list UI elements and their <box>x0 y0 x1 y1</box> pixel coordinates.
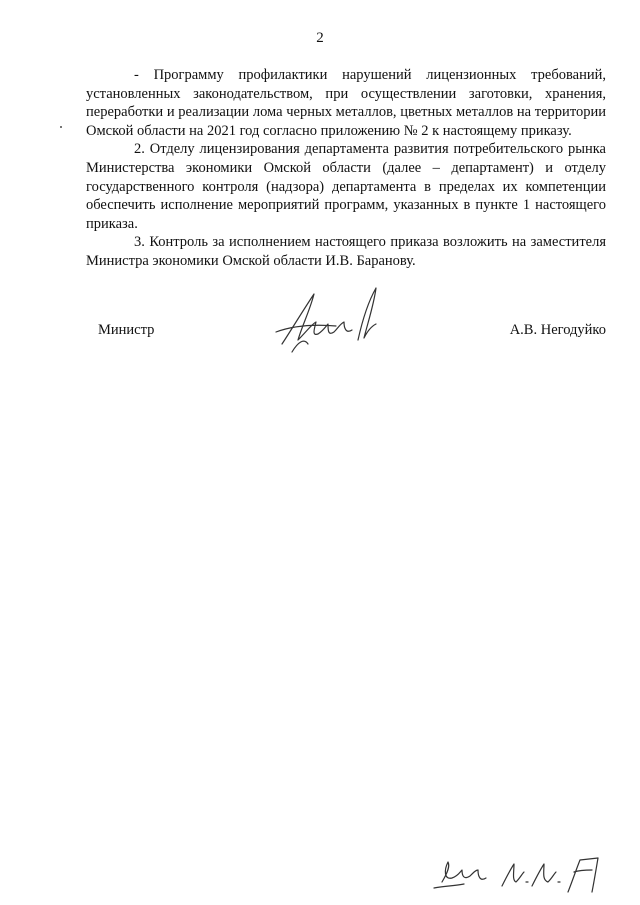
paragraph-program-item: - Программу профилактики нарушений лицензионных требований, установленных законодательством, при осуществлении заготовки, хранения, переработки и реализации лома черных металлов, цветных металлов на территории Омской области на 2021 год согласно приложению № 2 к настоящему приказу. <box>86 67 606 139</box>
paragraph-item-2: 2. Отделу лицензирования департамента развития потребительского рынка Министерства экономики Омской области (далее – департамент) и отделу государственного контроля (надзора) департамента в пределах их компетенции обеспечить исполнение мероприятий программ, указанных в пункте 1 настоящего приказа. <box>86 141 606 232</box>
handwritten-signature <box>272 282 392 362</box>
signatory-title: Министр <box>98 322 155 338</box>
document-body <box>86 66 606 271</box>
scan-speck <box>60 126 62 128</box>
paragraph-item-3: 3. Контроль за исполнением настоящего приказа возложить на заместителя Министра экономики Омской области И.В. Баранову. <box>86 234 606 269</box>
handwritten-initials <box>430 852 605 898</box>
signatory-name: А.В. Негодуйко <box>509 322 606 338</box>
page-number: 2 <box>316 30 324 46</box>
